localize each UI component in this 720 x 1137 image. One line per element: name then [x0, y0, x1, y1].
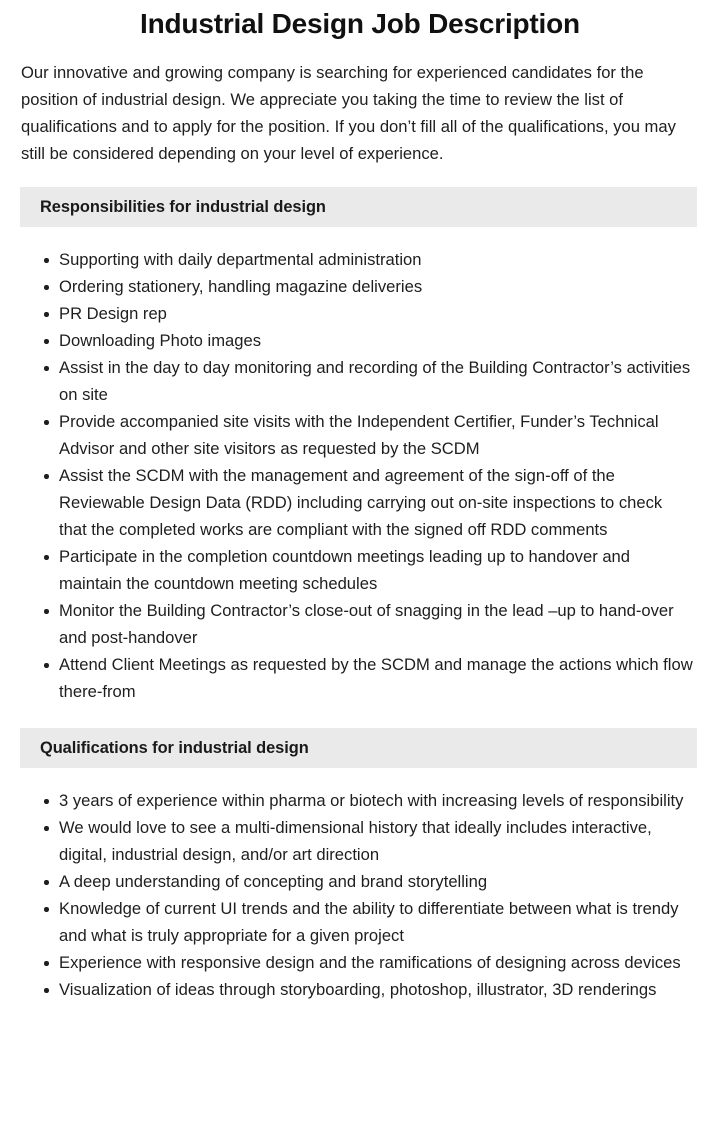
list-item: Participate in the completion countdown meetings leading up to handover and maintain the countdown meeting schedules	[0, 543, 720, 597]
list-item: Knowledge of current UI trends and the ability to differentiate between what is trendy and what is truly appropriate for a given project	[0, 895, 720, 949]
list-item: Assist the SCDM with the management and agreement of the sign-off of the Reviewable Design Data (RDD) including carrying out on-site inspections to check that the completed works are compliant with the signed off RDD comments	[0, 462, 720, 543]
section-header-responsibilities	[20, 187, 697, 227]
section-heading-label: Responsibilities for industrial design	[40, 198, 326, 216]
list-item: Provide accompanied site visits with the Independent Certifier, Funder’s Technical Advisor and other site visitors as requested by the SCDM	[0, 408, 720, 462]
list-item: Visualization of ideas through storyboarding, photoshop, illustrator, 3D renderings	[0, 976, 720, 1003]
list-item: We would love to see a multi-dimensional history that ideally includes interactive, digital, industrial design, and/or art direction	[0, 814, 720, 868]
qualifications-list	[0, 768, 720, 1003]
intro-paragraph: Our innovative and growing company is searching for experienced candidates for the position of industrial design. We appreciate you taking the time to review the list of qualifications and to apply for the position. If you don’t fill all of the qualifications, you may still be considered depending on your level of experience.	[21, 63, 676, 163]
page-title: Industrial Design Job Description	[140, 8, 580, 39]
list-item: 3 years of experience within pharma or biotech with increasing levels of responsibility	[0, 787, 720, 814]
section-header-qualifications	[20, 728, 697, 768]
list-item: Assist in the day to day monitoring and recording of the Building Contractor’s activities on site	[0, 354, 720, 408]
list-item: Downloading Photo images	[0, 327, 720, 354]
list-item: Monitor the Building Contractor’s close-out of snagging in the lead –up to hand-over and post-handover	[0, 597, 720, 651]
list-item: Attend Client Meetings as requested by the SCDM and manage the actions which flow there-from	[0, 651, 720, 705]
section-heading-label: Qualifications for industrial design	[40, 739, 309, 757]
list-item: Experience with responsive design and the ramifications of designing across devices	[0, 949, 720, 976]
list-item: Supporting with daily departmental administration	[0, 246, 720, 273]
list-item: A deep understanding of concepting and brand storytelling	[0, 868, 720, 895]
list-item: PR Design rep	[0, 300, 720, 327]
responsibilities-list	[0, 227, 720, 705]
list-item: Ordering stationery, handling magazine deliveries	[0, 273, 720, 300]
